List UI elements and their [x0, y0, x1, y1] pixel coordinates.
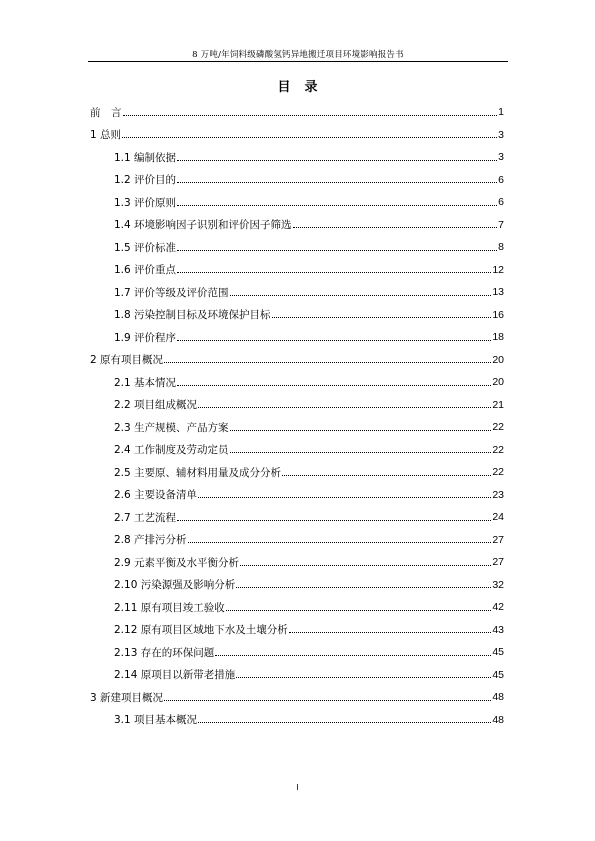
dot-leader [177, 340, 491, 341]
toc-entry[interactable] [90, 529, 504, 552]
toc-entry-page: 22 [492, 466, 504, 479]
toc-entry-label: 1.4 环境影响因子识别和评价因子筛选 [114, 219, 292, 232]
dot-leader [240, 565, 491, 566]
toc-entry-page: 27 [492, 556, 504, 569]
toc-entry[interactable] [90, 551, 504, 574]
dot-leader [198, 407, 491, 408]
toc-entry[interactable] [90, 506, 504, 529]
dot-leader [177, 250, 497, 251]
dot-leader [230, 295, 492, 296]
toc-entry-label: 3 新建项目概况 [90, 691, 164, 704]
toc-entry-page: 43 [492, 623, 504, 636]
toc-entry[interactable] [90, 101, 504, 124]
toc-entry-label: 2 原有项目概况 [90, 354, 164, 367]
dot-leader [236, 677, 491, 678]
toc-entry[interactable] [90, 596, 504, 619]
toc-entry-page: 8 [498, 241, 504, 254]
dot-leader [293, 227, 498, 228]
toc-entry-label: 1.5 评价标准 [114, 241, 177, 254]
toc-entry[interactable] [90, 686, 504, 709]
dot-leader [198, 497, 491, 498]
toc-entry[interactable] [90, 169, 504, 192]
toc-entry-page: 7 [498, 218, 504, 231]
toc-entry-page: 20 [492, 353, 504, 366]
toc-entry-label: 2.10 污染源强及影响分析 [114, 579, 236, 592]
toc-entry[interactable] [90, 416, 504, 439]
toc-entry-label: 2.2 项目组成概况 [114, 399, 198, 412]
toc-entry-page: 45 [492, 646, 504, 659]
toc-entry[interactable] [90, 439, 504, 462]
dot-leader [177, 272, 491, 273]
toc-entry-page: 6 [498, 173, 504, 186]
toc-entry[interactable] [90, 259, 504, 282]
toc-entry-label: 1.8 污染控制目标及环境保护目标 [114, 309, 271, 322]
toc-entry[interactable] [90, 304, 504, 327]
dot-leader [164, 700, 491, 701]
dot-leader [164, 362, 491, 363]
toc-entry-label: 2.13 存在的环保问题 [114, 646, 215, 659]
dot-leader [289, 632, 492, 633]
toc-entry[interactable] [90, 574, 504, 597]
toc-entry-label: 前 言 [90, 106, 122, 119]
toc-entry-label: 2.5 主要原、辅材料用量及成分分析 [114, 466, 282, 479]
toc-entry-label: 2.6 主要设备清单 [114, 489, 198, 502]
dot-leader [177, 520, 491, 521]
toc-entry[interactable] [90, 326, 504, 349]
toc-entry[interactable] [90, 281, 504, 304]
toc-entry-page: 13 [492, 286, 504, 299]
dot-leader [177, 160, 497, 161]
toc-entry-page: 42 [492, 601, 504, 614]
dot-leader [123, 115, 498, 116]
dot-leader [226, 610, 492, 611]
toc-entry[interactable] [90, 191, 504, 214]
toc-entry-label: 2.11 原有项目竣工验收 [114, 601, 225, 614]
toc-entry-label: 2.3 生产规模、产品方案 [114, 421, 229, 434]
toc-entry[interactable] [90, 394, 504, 417]
toc-entry[interactable] [90, 641, 504, 664]
toc-entry-label: 2.12 原有项目区域地下水及土壤分析 [114, 624, 288, 637]
toc-entry-label: 1.2 评价目的 [114, 174, 177, 187]
toc-entry-page: 12 [492, 263, 504, 276]
dot-leader [177, 385, 491, 386]
toc-entry-page: 48 [492, 691, 504, 704]
toc-entry-label: 2.8 产排污分析 [114, 534, 187, 547]
toc-entry-label: 1.7 评价等级及评价范围 [114, 286, 229, 299]
toc-entry-label: 1.6 评价重点 [114, 264, 177, 277]
toc-entry[interactable] [90, 236, 504, 259]
toc-entry-page: 23 [492, 488, 504, 501]
toc-entry-page: 6 [498, 196, 504, 209]
dot-leader [198, 722, 491, 723]
toc-entry[interactable] [90, 214, 504, 237]
toc-entry[interactable] [90, 619, 504, 642]
toc-entry-page: 22 [492, 443, 504, 456]
toc-entry-label: 2.4 工作制度及劳动定员 [114, 444, 229, 457]
dot-leader [236, 587, 491, 588]
toc-entry-label: 2.1 基本情况 [114, 376, 177, 389]
toc-entry[interactable] [90, 349, 504, 372]
toc-entry[interactable] [90, 664, 504, 687]
page-number: I [296, 783, 299, 792]
toc-entry-page: 27 [492, 533, 504, 546]
dot-leader [230, 430, 492, 431]
dot-leader [188, 542, 492, 543]
table-of-contents [90, 101, 504, 731]
toc-entry-label: 3.1 项目基本概况 [114, 714, 198, 727]
toc-entry-page: 24 [492, 511, 504, 524]
toc-entry[interactable] [90, 124, 504, 147]
toc-entry-page: 18 [492, 331, 504, 344]
toc-entry-label: 2.14 原项目以新带老措施 [114, 669, 236, 682]
toc-entry-label: 1 总则 [90, 129, 122, 142]
toc-entry[interactable] [90, 461, 504, 484]
toc-entry-page: 32 [492, 578, 504, 591]
toc-entry[interactable] [90, 146, 504, 169]
dot-leader [282, 475, 491, 476]
dot-leader [122, 137, 497, 138]
toc-entry-page: 48 [492, 713, 504, 726]
toc-entry-page: 16 [492, 308, 504, 321]
toc-entry-page: 3 [498, 151, 504, 164]
toc-entry-page: 1 [498, 106, 504, 119]
toc-entry-label: 1.9 评价程序 [114, 331, 177, 344]
dot-leader [272, 317, 492, 318]
toc-title: 目录 [277, 80, 332, 95]
header-rule [88, 61, 508, 62]
toc-entry[interactable] [90, 709, 504, 732]
toc-entry-page: 3 [498, 128, 504, 141]
toc-entry-page: 20 [492, 376, 504, 389]
dot-leader [230, 452, 492, 453]
toc-entry[interactable] [90, 371, 504, 394]
toc-entry[interactable] [90, 484, 504, 507]
running-header: 8 万吨/年饲料级磷酸氢钙异地搬迁项目环境影响报告书 [192, 50, 404, 60]
toc-entry-label: 1.3 评价原则 [114, 196, 177, 209]
toc-entry-label: 2.7 工艺流程 [114, 511, 177, 524]
toc-entry-page: 45 [492, 668, 504, 681]
dot-leader [177, 182, 497, 183]
dot-leader [215, 655, 491, 656]
toc-entry-page: 21 [492, 398, 504, 411]
toc-entry-page: 22 [492, 421, 504, 434]
toc-entry-label: 2.9 元素平衡及水平衡分析 [114, 556, 240, 569]
toc-entry-label: 1.1 编制依据 [114, 151, 177, 164]
dot-leader [177, 205, 497, 206]
